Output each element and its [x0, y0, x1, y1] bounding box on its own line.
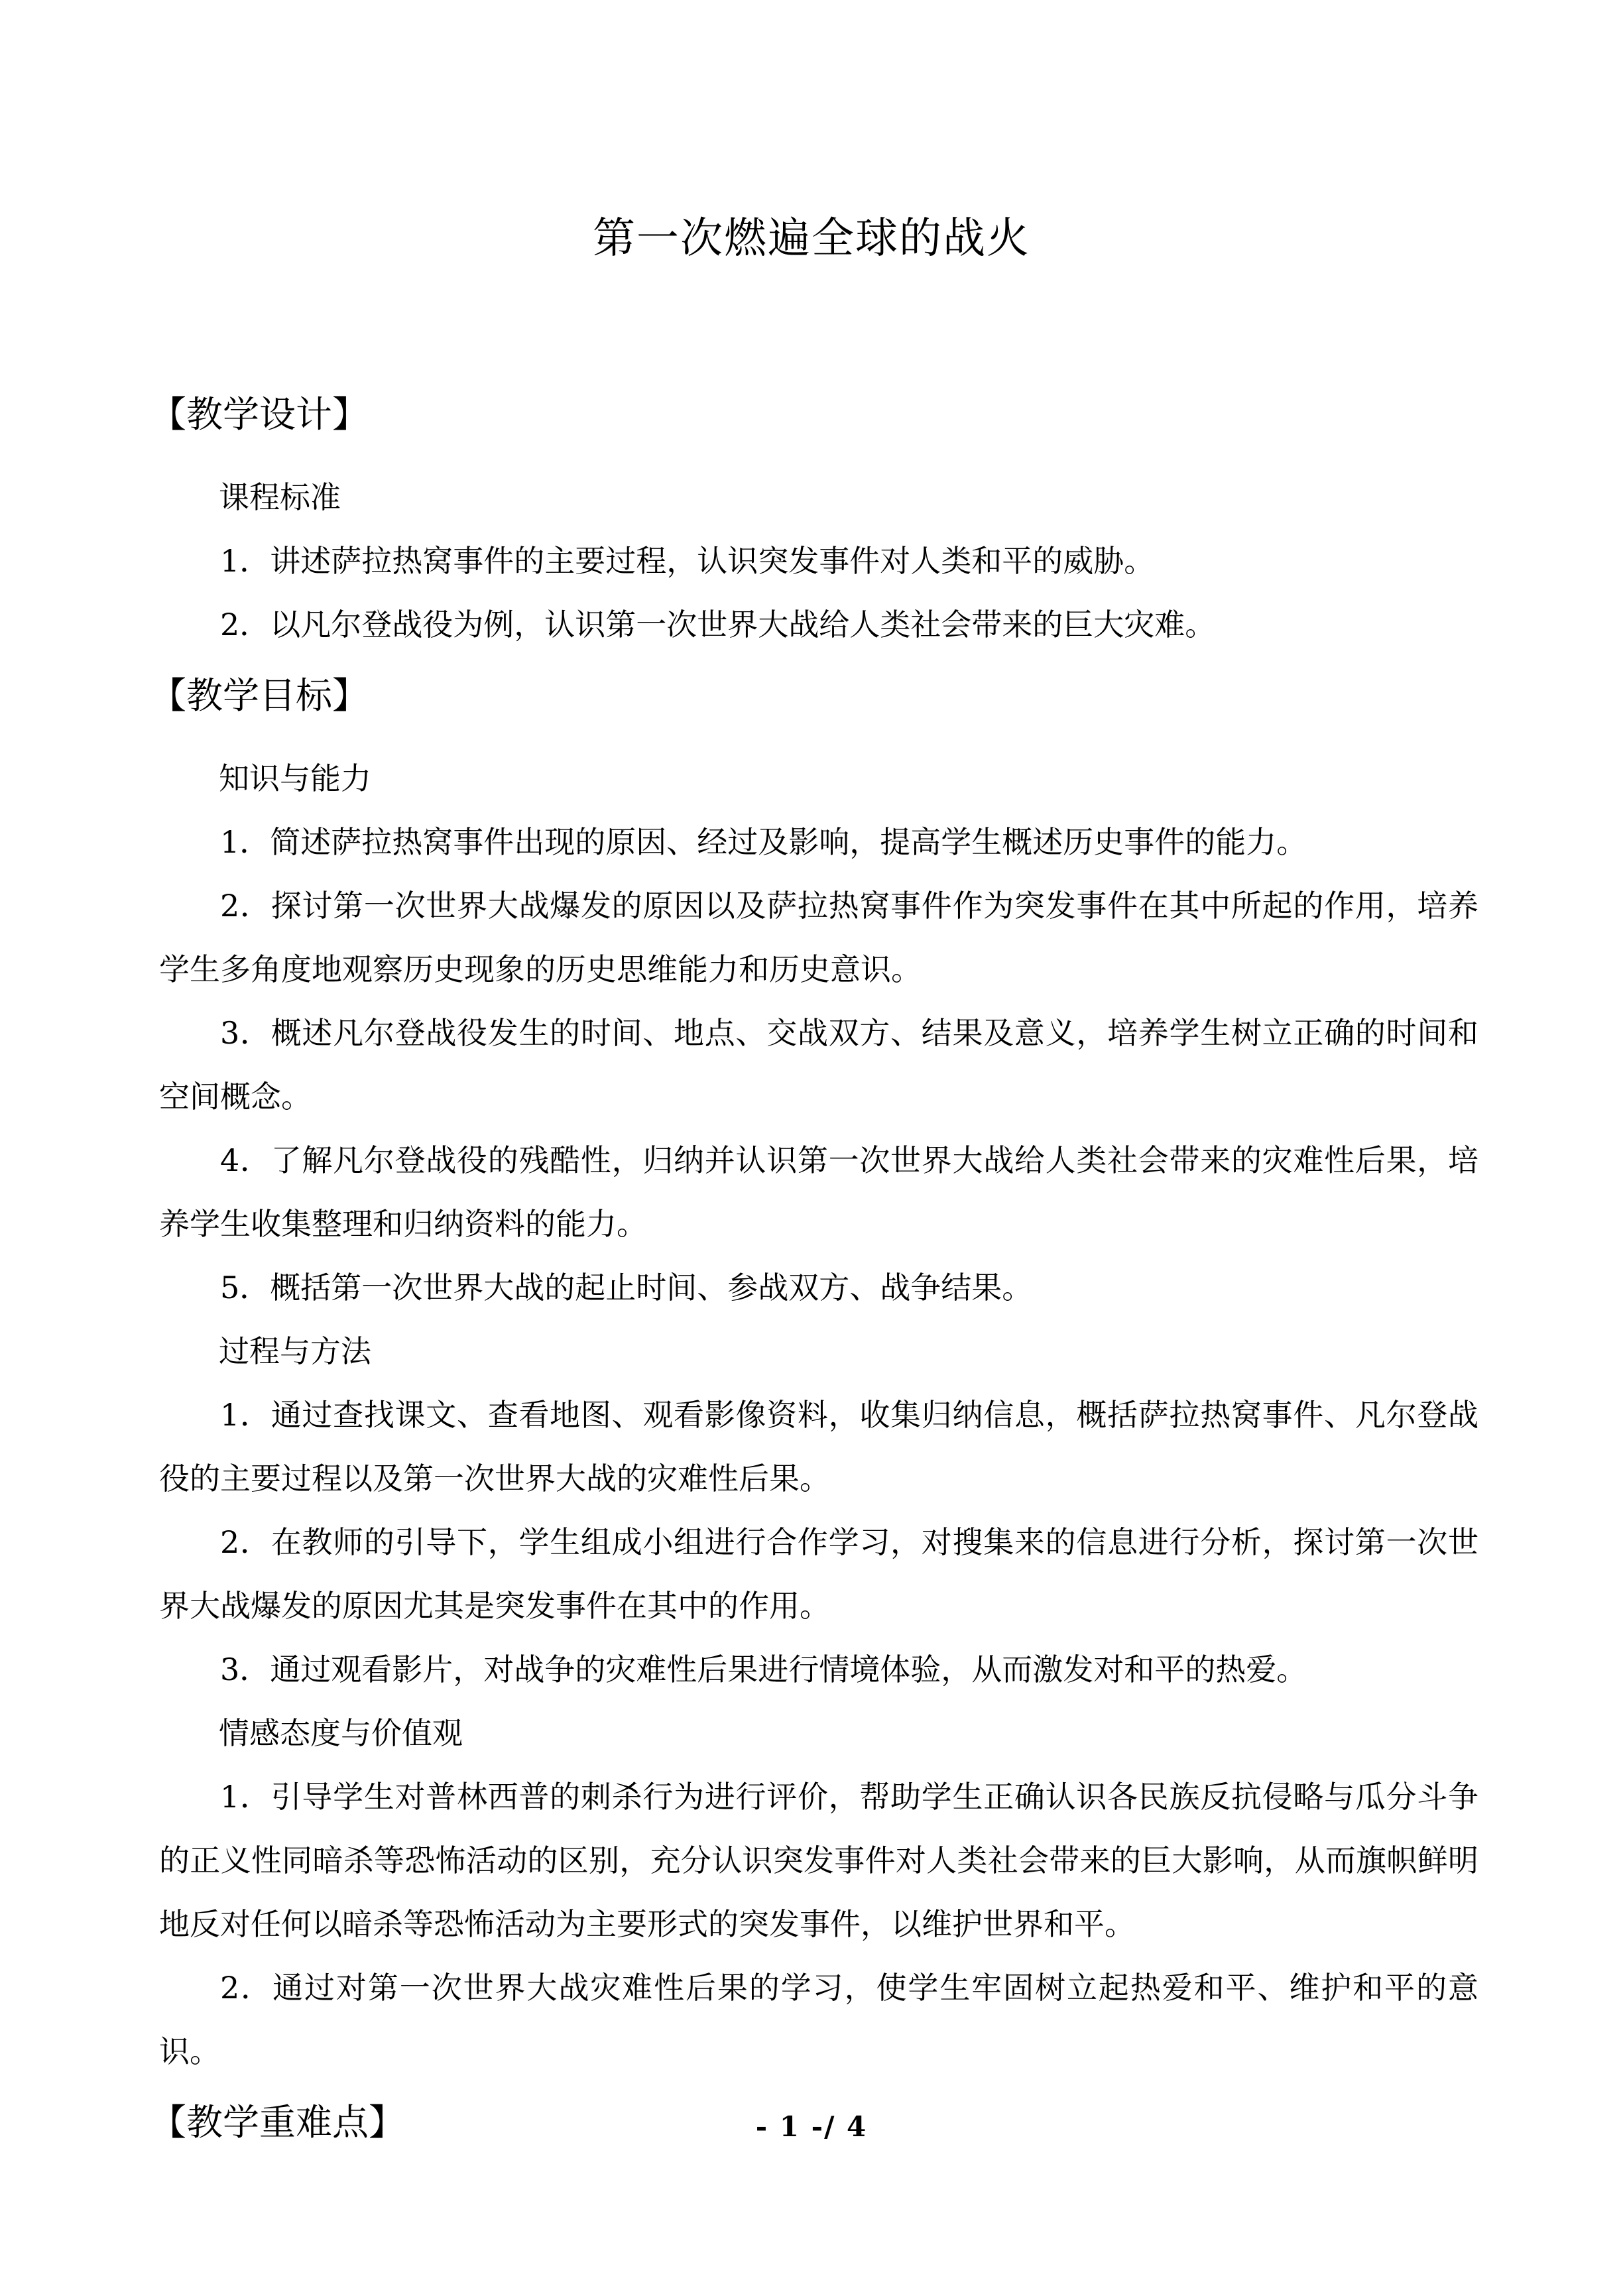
paragraph: 3．概述凡尔登战役发生的时间、地点、交战双方、结果及意义，培养学生树立正确的时间和空间概念。: [159, 1015, 1478, 1115]
subheading-curriculum-standard: 课程标准: [219, 479, 341, 515]
paragraph: 3．通过观看影片，对战争的灾难性后果进行情境体验，从而激发对和平的热爱。: [220, 1652, 1307, 1687]
section-heading-objectives: 【教学目标】: [150, 674, 369, 717]
paragraph: 5．概括第一次世界大战的起止时间、参战双方、战争结果。: [220, 1270, 1033, 1305]
document-body: [150, 385, 1478, 2173]
paragraph: 2．通过对第一次世界大战灾难性后果的学习，使学生牢固树立起热爱和平、维护和平的意识。: [159, 1970, 1478, 2069]
paragraph: 1．简述萨拉热窝事件出现的原因、经过及影响，提高学生概述历史事件的能力。: [220, 824, 1307, 860]
section-heading-design: 【教学设计】: [150, 393, 369, 436]
section-heading-key-points: 【教学重难点】: [150, 2101, 406, 2144]
paragraph: 2．探讨第一次世界大战爆发的原因以及萨拉热窝事件作为突发事件在其中所起的作用，培养学生多角度地观察历史现象的历史思维能力和历史意识。: [159, 888, 1478, 987]
page-number: - 1 -/ 4: [755, 2110, 868, 2143]
document-title: 第一次燃遍全球的战火: [593, 214, 1030, 263]
paragraph: 2．以凡尔登战役为例，认识第一次世界大战给人类社会带来的巨大灾难。: [220, 607, 1216, 642]
subheading-process-method: 过程与方法: [219, 1333, 371, 1369]
paragraph: 1．讲述萨拉热窝事件的主要过程，认识突发事件对人类和平的威胁。: [220, 543, 1155, 579]
paragraph: 1．通过查找课文、查看地图、观看影像资料，收集归纳信息，概括萨拉热窝事件、凡尔登战役的主要过程以及第一次世界大战的灾难性后果。: [159, 1397, 1478, 1496]
paragraph: 2．在教师的引导下，学生组成小组进行合作学习，对搜集来的信息进行分析，探讨第一次世界大战爆发的原因尤其是突发事件在其中的作用。: [159, 1524, 1478, 1624]
subheading-emotion-values: 情感态度与价值观: [219, 1715, 463, 1751]
paragraph: 4．了解凡尔登战役的残酷性，归纳并认识第一次世界大战给人类社会带来的灾难性后果，培养学生收集整理和归纳资料的能力。: [159, 1142, 1478, 1242]
paragraph: 1．引导学生对普林西普的刺杀行为进行评价，帮助学生正确认识各民族反抗侵略与瓜分斗争的正义性同暗杀等恐怖活动的区别，充分认识突发事件对人类社会带来的巨大影响，从而旗帜鲜明地反对任何以暗杀等恐怖活动为主要形式的突发事件，以维护世界和平。: [159, 1779, 1478, 1942]
subheading-knowledge-ability: 知识与能力: [219, 760, 371, 796]
